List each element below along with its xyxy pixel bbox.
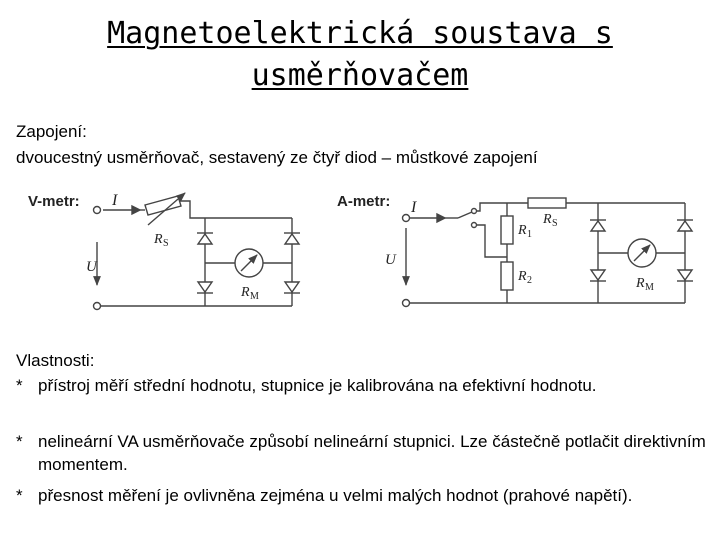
property-item	[16, 484, 716, 507]
vmeter-rm-label: R	[241, 285, 250, 300]
vmeter-series-resistor	[145, 193, 185, 225]
ameter-diode-1	[590, 220, 606, 231]
ameter-series-resistor	[528, 198, 566, 208]
ameter-r1-label: R	[518, 223, 527, 238]
vmeter-current-label: I	[112, 192, 118, 209]
ameter-diode-2	[590, 270, 606, 281]
property-text: přístroj měří střední hodnotu, stupnice je kalibrována na efektivní hodnotu.	[38, 376, 597, 395]
ameter-terminal-top	[403, 215, 410, 222]
ameter-diode-3	[677, 220, 693, 231]
ameter-current-label: I	[411, 199, 417, 216]
vmeter-rs-sub: S	[163, 238, 169, 249]
bullet-star: *	[16, 432, 23, 451]
ameter-voltage-label: U	[385, 252, 396, 268]
ameter-r2-sub: 2	[527, 275, 532, 286]
slide-title-line2: usměrňovačem	[251, 58, 469, 93]
connection-text: dvoucestný usměrňovač, sestavený ze čtyř diod – můstkové zapojení	[16, 148, 538, 167]
vmeter-diode-1	[197, 233, 213, 244]
bullet-star: *	[16, 376, 23, 395]
slide-title-line1: Magnetoelektrická soustava s	[107, 16, 613, 51]
ameter-r2-label: R	[518, 269, 527, 284]
ameter-rs-label: R	[543, 212, 552, 227]
vmeter-rm-sub: M	[250, 291, 259, 302]
vmeter-rs-label: R	[154, 232, 163, 247]
ameter-r1-sub: 1	[527, 229, 532, 240]
vmeter-terminal-bottom	[94, 303, 101, 310]
property-item	[16, 430, 716, 476]
ameter-rs-sub: S	[552, 218, 558, 229]
ameter-range-switch	[458, 212, 472, 218]
properties-label: Vlastnosti:	[16, 351, 95, 370]
vmeter-label: V-metr:	[28, 193, 80, 210]
bullet-star: *	[16, 486, 23, 505]
ameter-terminal-bottom	[403, 300, 410, 307]
ameter-diode-4	[677, 270, 693, 281]
vmeter-terminal-top	[94, 207, 101, 214]
vmeter-voltage-label: U	[86, 259, 97, 275]
property-item	[16, 374, 716, 397]
ameter-rm-label: R	[636, 276, 645, 291]
vmeter-labels	[28, 192, 259, 302]
vmeter-circuit	[94, 193, 301, 310]
vmeter-diode-3	[284, 233, 300, 244]
ameter-resistor-r1	[501, 216, 513, 244]
connection-label: Zapojení:	[16, 122, 87, 141]
ameter-labels	[337, 193, 654, 293]
vmeter-diode-2	[197, 282, 213, 293]
ameter-label: A-metr:	[337, 193, 391, 210]
property-text: přesnost měření je ovlivněna zejména u velmi malých hodnot (prahové napětí).	[38, 486, 633, 505]
ameter-resistor-r2	[501, 262, 513, 290]
property-text: nelineární VA usměrňovače způsobí nelineární stupnici. Lze částečně potlačit direktivním momentem.	[38, 432, 706, 474]
ameter-rm-sub: M	[645, 282, 654, 293]
vmeter-diode-4	[284, 282, 300, 293]
